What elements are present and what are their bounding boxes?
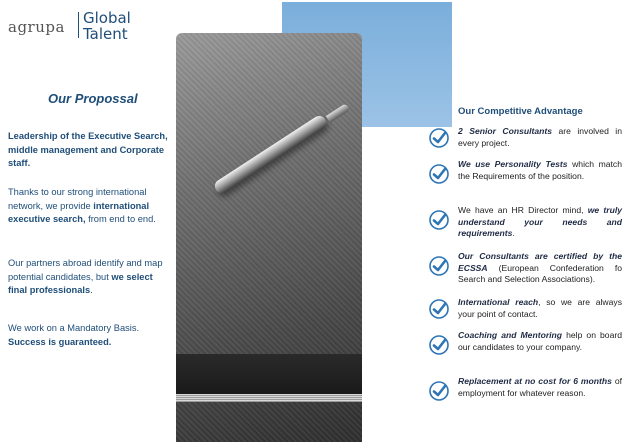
p2-text-end: from end to end.	[85, 214, 156, 224]
advantage-highlight: 2 Senior Consultants	[458, 126, 553, 136]
check-circle-icon	[428, 255, 450, 277]
advantage-text	[458, 376, 622, 399]
logo-line-2: Talent	[83, 25, 128, 43]
advantage-text	[458, 205, 622, 240]
p2-bold: international executive search,	[8, 200, 150, 224]
p3-bold: we select final professionals	[8, 271, 153, 295]
notebook-cover	[176, 354, 362, 394]
logo-line-1: Global	[83, 9, 131, 27]
advantage-text-rest: help on board our candidates to your company.	[458, 330, 622, 352]
proposal-title: Our Propossal	[48, 91, 138, 106]
advantage-text	[458, 159, 622, 182]
notebook-pages	[176, 394, 362, 402]
advantage-text-rest: of employment for whatever reason.	[458, 376, 622, 398]
check-circle-icon	[428, 334, 450, 356]
check-circle-icon	[428, 380, 450, 402]
proposal-paragraph-3	[8, 257, 168, 298]
advantage-text-rest: which match the Requirements of the position.	[458, 159, 622, 181]
advantage-text	[458, 126, 622, 149]
advantage-text	[458, 297, 622, 320]
logo-brand: agrupa	[8, 18, 65, 36]
advantage-highlight: We use Personality Tests	[458, 159, 568, 169]
advantage-text-rest: .	[512, 228, 515, 238]
pen-notebook-photo	[176, 33, 362, 442]
advantage-text-rest: are involved in every project.	[458, 126, 622, 148]
advantage-text	[458, 330, 622, 353]
advantage-text	[458, 251, 622, 286]
check-circle-icon	[428, 209, 450, 231]
check-circle-icon	[428, 298, 450, 320]
logo-divider	[78, 12, 79, 38]
advantage-title: Our Competitive Advantage	[458, 106, 583, 117]
advantage-highlight: Coaching and Mentoring	[458, 330, 563, 340]
p4-bold: Success is guaranteed.	[8, 336, 112, 347]
p3-text-end: .	[90, 285, 93, 295]
advantage-highlight: we truly understand your needs and requirements	[458, 205, 622, 238]
advantage-text-rest: (European Confederation fo Search and Selection Associations).	[458, 262, 622, 284]
check-circle-icon	[428, 127, 450, 149]
advantage-text-pre: We have an HR Director mind,	[458, 205, 588, 215]
p4-text: We work on a Mandatory Basis.	[8, 323, 140, 333]
advantage-text-rest: , so we are always your point of contact.	[458, 297, 622, 319]
advantage-highlight: Our Consultants are certified by the ECSSA	[458, 251, 622, 273]
proposal-paragraph-4	[8, 322, 168, 349]
proposal-paragraph-2	[8, 186, 168, 227]
advantage-highlight: Replacement at no cost for 6 months	[458, 376, 612, 386]
advantage-highlight: International reach	[458, 297, 539, 307]
p2-text: Thanks to our strong international network, we provide	[8, 187, 147, 211]
p3-text: Our partners abroad identify and map potential candidates, but	[8, 258, 163, 282]
proposal-paragraph-1: Leadership of the Executive Search, middle management and Corporate staff.	[8, 131, 168, 168]
check-circle-icon	[428, 163, 450, 185]
